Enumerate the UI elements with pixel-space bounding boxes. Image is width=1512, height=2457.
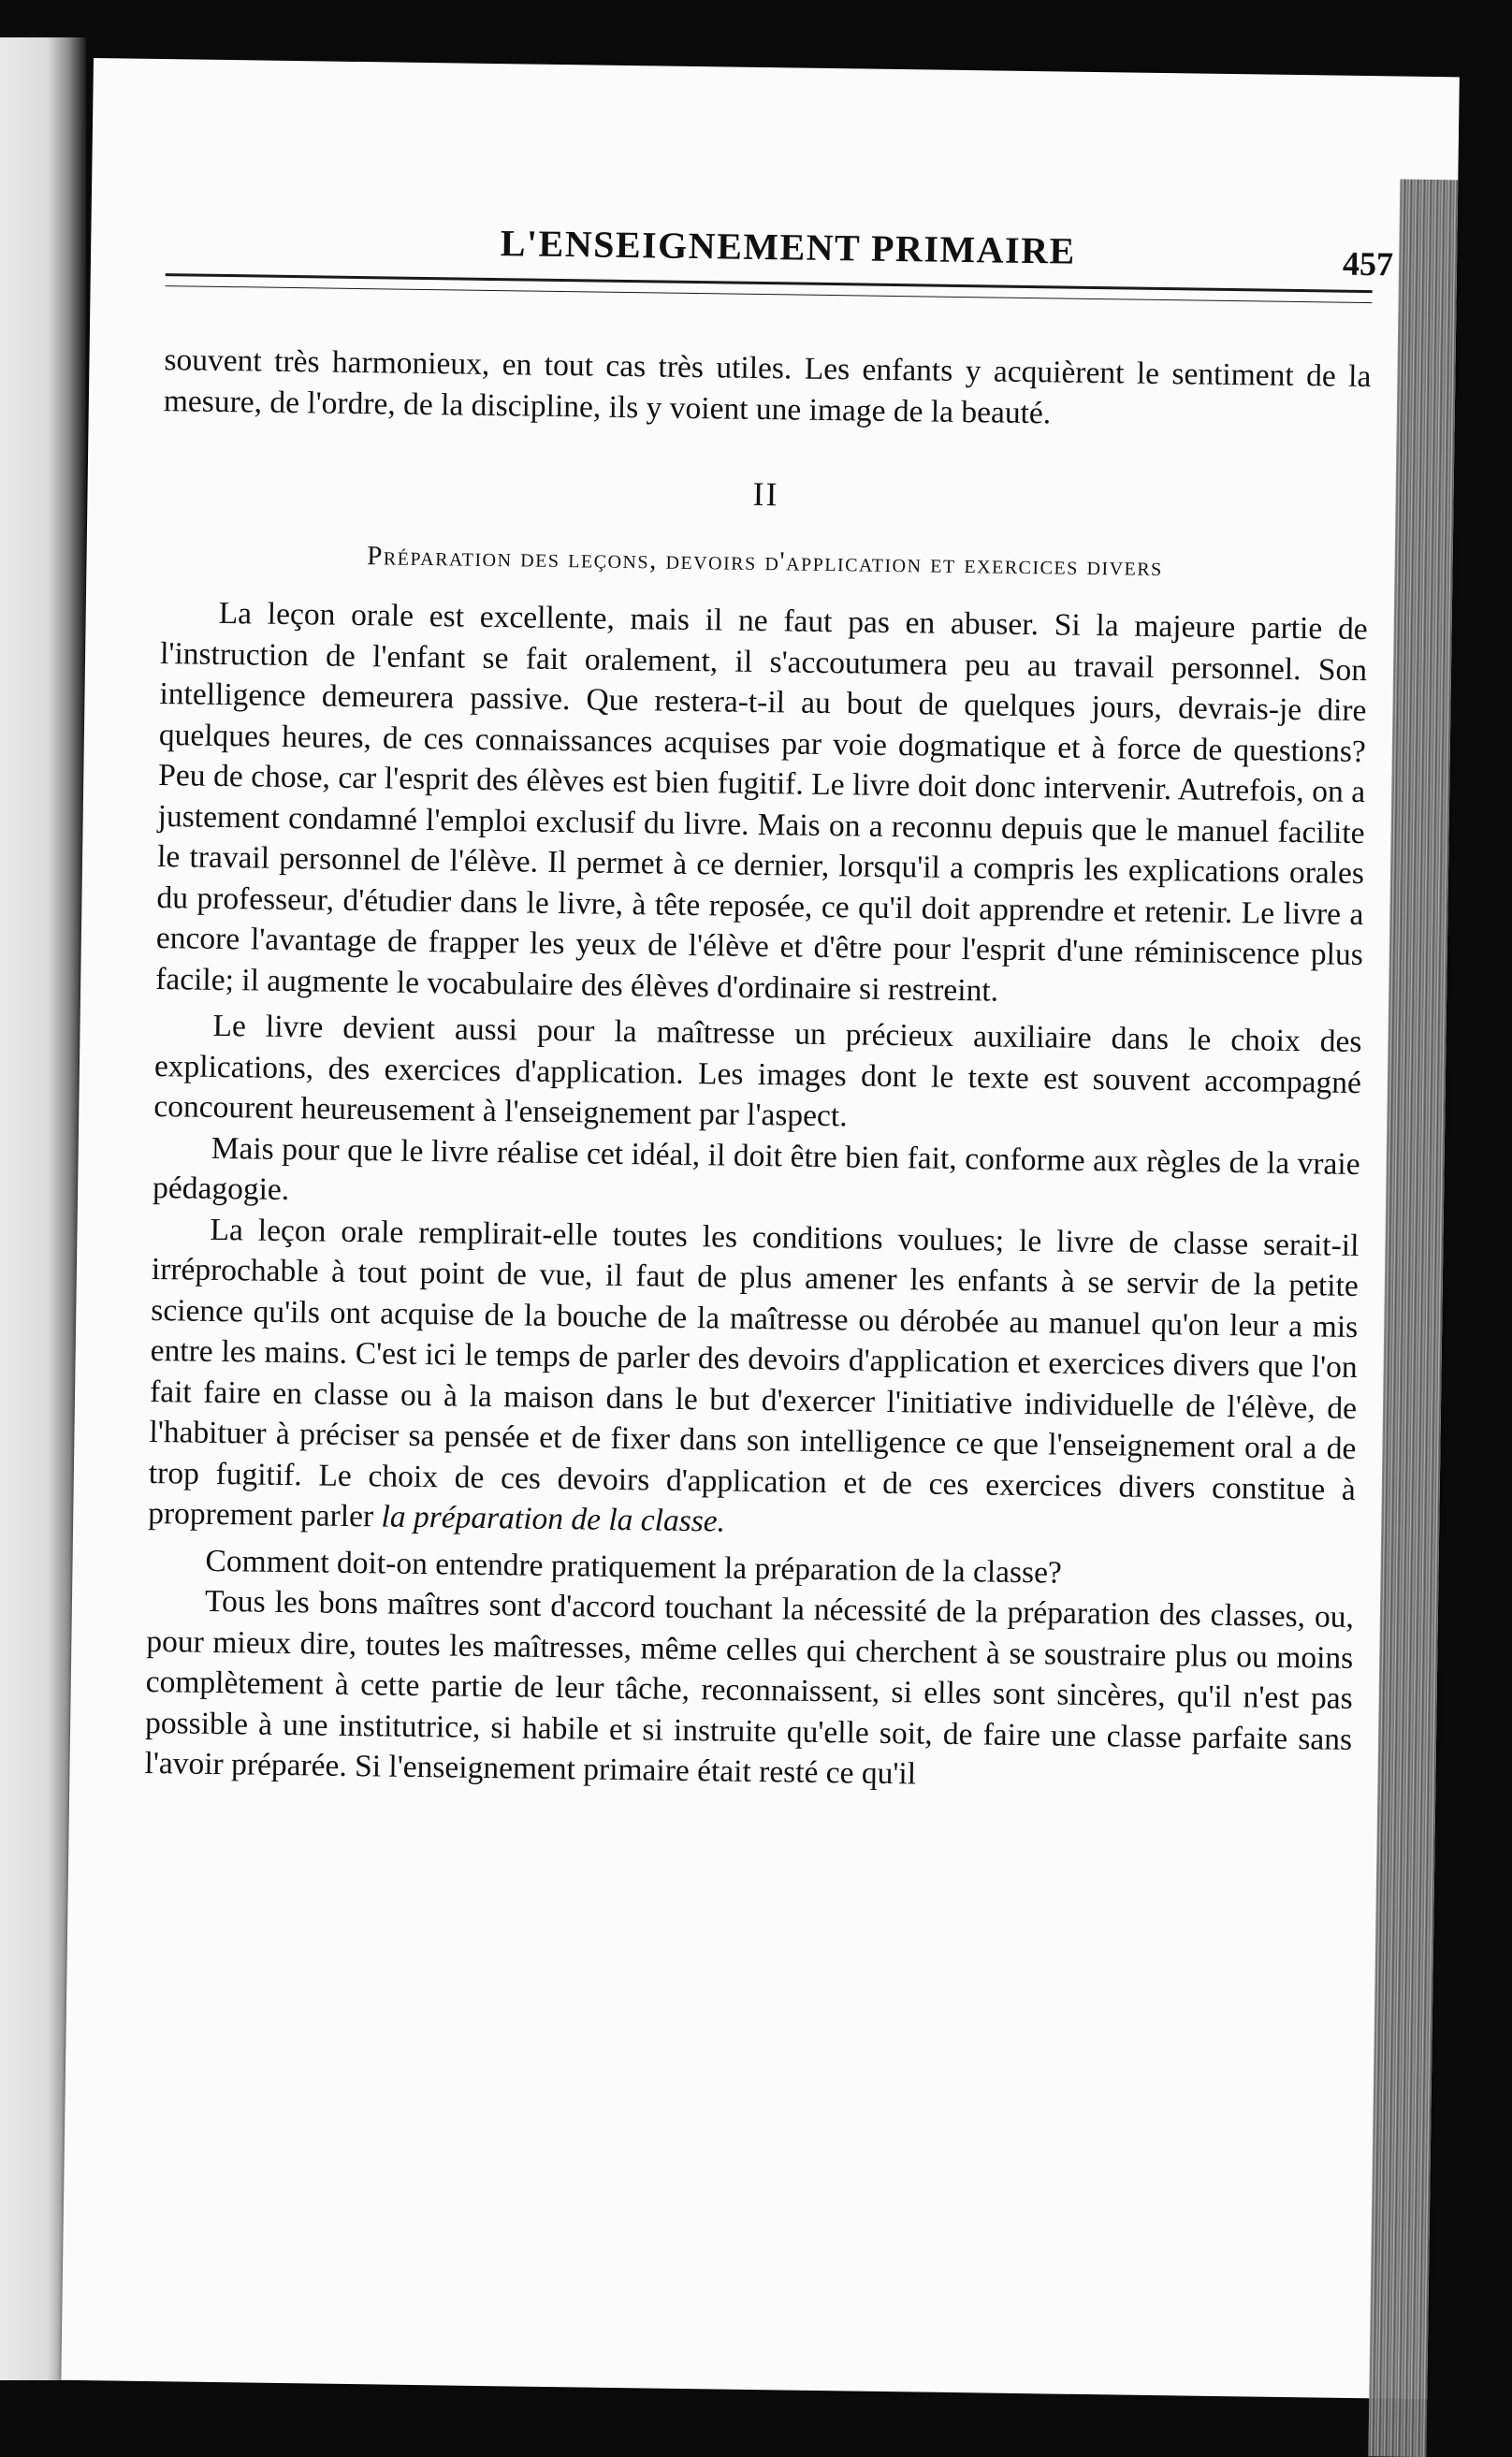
header-rule: [166, 273, 1373, 303]
section-title: Préparation des leçons, devoirs d'application et exercices divers: [367, 540, 1164, 582]
page-body: [144, 340, 1371, 1800]
page-number: 457: [1342, 244, 1394, 284]
running-header: [166, 216, 1394, 303]
paragraph: Tous les bons maîtres sont d'accord touchant la nécessité de la préparation des classes, ou, pour mieux dire, toutes les maîtresses, même celles qui cherchent à se soustraire plus ou moins complètement à cette partie de leur tâche, reconnaissent, si elles sont sincères, qu'il n'est pas possible à une institutrice, si habile et si instruite qu'elle soit, de faire une classe parfaite sans l'avoir préparée. Si l'enseignement primaire était resté ce qu'il: [144, 1583, 1355, 1792]
paragraph: Le livre devient aussi pour la maîtresse un précieux auxiliaire dans le choix des explications, des exercices d'application. Les images dont le texte est souvent accompagné concourent heureusement à l'enseignement par l'aspect.: [153, 1008, 1362, 1134]
paragraph-text: La leçon orale remplirait-elle toutes les conditions voulues; le livre de classe serait-il irréprochable à tout point de vue, il faut de plus amener les enfants à se servir de la petite science qu'ils ont acquise de la bouche de la maîtresse ou dérobée au manuel qu'on leur a mis entre les mains. C'est ici le temps de parler des devoirs d'application et exercices divers que l'on fait faire en classe ou à la maison dans le but d'exercer l'initiative individuelle de l'élève, de l'habituer à préciser sa pensée et de fixer dans son intelligence ce que l'enseignement oral a de trop fugitif. Le choix de ces devoirs d'application et de ces exercices divers constitue à proprement parler: [148, 1212, 1359, 1534]
book-page: [61, 58, 1460, 2399]
running-title: L'ENSEIGNEMENT PRIMAIRE: [500, 222, 1077, 272]
paragraph: [148, 1208, 1359, 1550]
italic-phrase: la préparation de la classe.: [381, 1499, 726, 1539]
paragraph-continued: souvent très harmonieux, en tout cas très utiles. Les enfants y acquièrent le sentiment de la mesure, de l'ordre, de la discipline, ils y voient une image de la beauté.: [163, 342, 1372, 430]
paragraph: Mais pour que le livre réalise cet idéal, il doit être bien fait, conforme aux règles de la vraie pédagogie.: [152, 1130, 1360, 1208]
paragraph: La leçon orale est excellente, mais il ne faut pas en abuser. Si la majeure partie de l'instruction de l'enfant se fait oralement, il s'accoutumera peu au travail personnel. Son intelligence demeurera passive. Que restera-t-il au bout de quelques jours, devrais-je dire quelques heures, de ces connaissances acquises par voie dogmatique et à force de questions? Peu de chose, car l'esprit des élèves est bien fugitif. Le livre doit donc intervenir. Autrefois, on a justement condamné l'emploi exclusif du livre. Mais on a reconnu depuis que le manuel facilite le travail personnel de l'élève. Il permet à ce dernier, lorsqu'il a compris les explications orales du professeur, d'étudier dans le livre, à tête reposée, ce qu'il doit apprendre et retenir. Le livre a encore l'avantage de frapper les yeux de l'élève et d'être pour l'esprit d'une réminiscence plus facile; il augmente le vocabulaire des élèves d'ordinaire si restreint.: [155, 595, 1368, 1009]
paragraph: Comment doit-on entendre pratiquement la préparation de la classe?: [205, 1543, 1063, 1591]
section-number: II: [752, 474, 779, 514]
